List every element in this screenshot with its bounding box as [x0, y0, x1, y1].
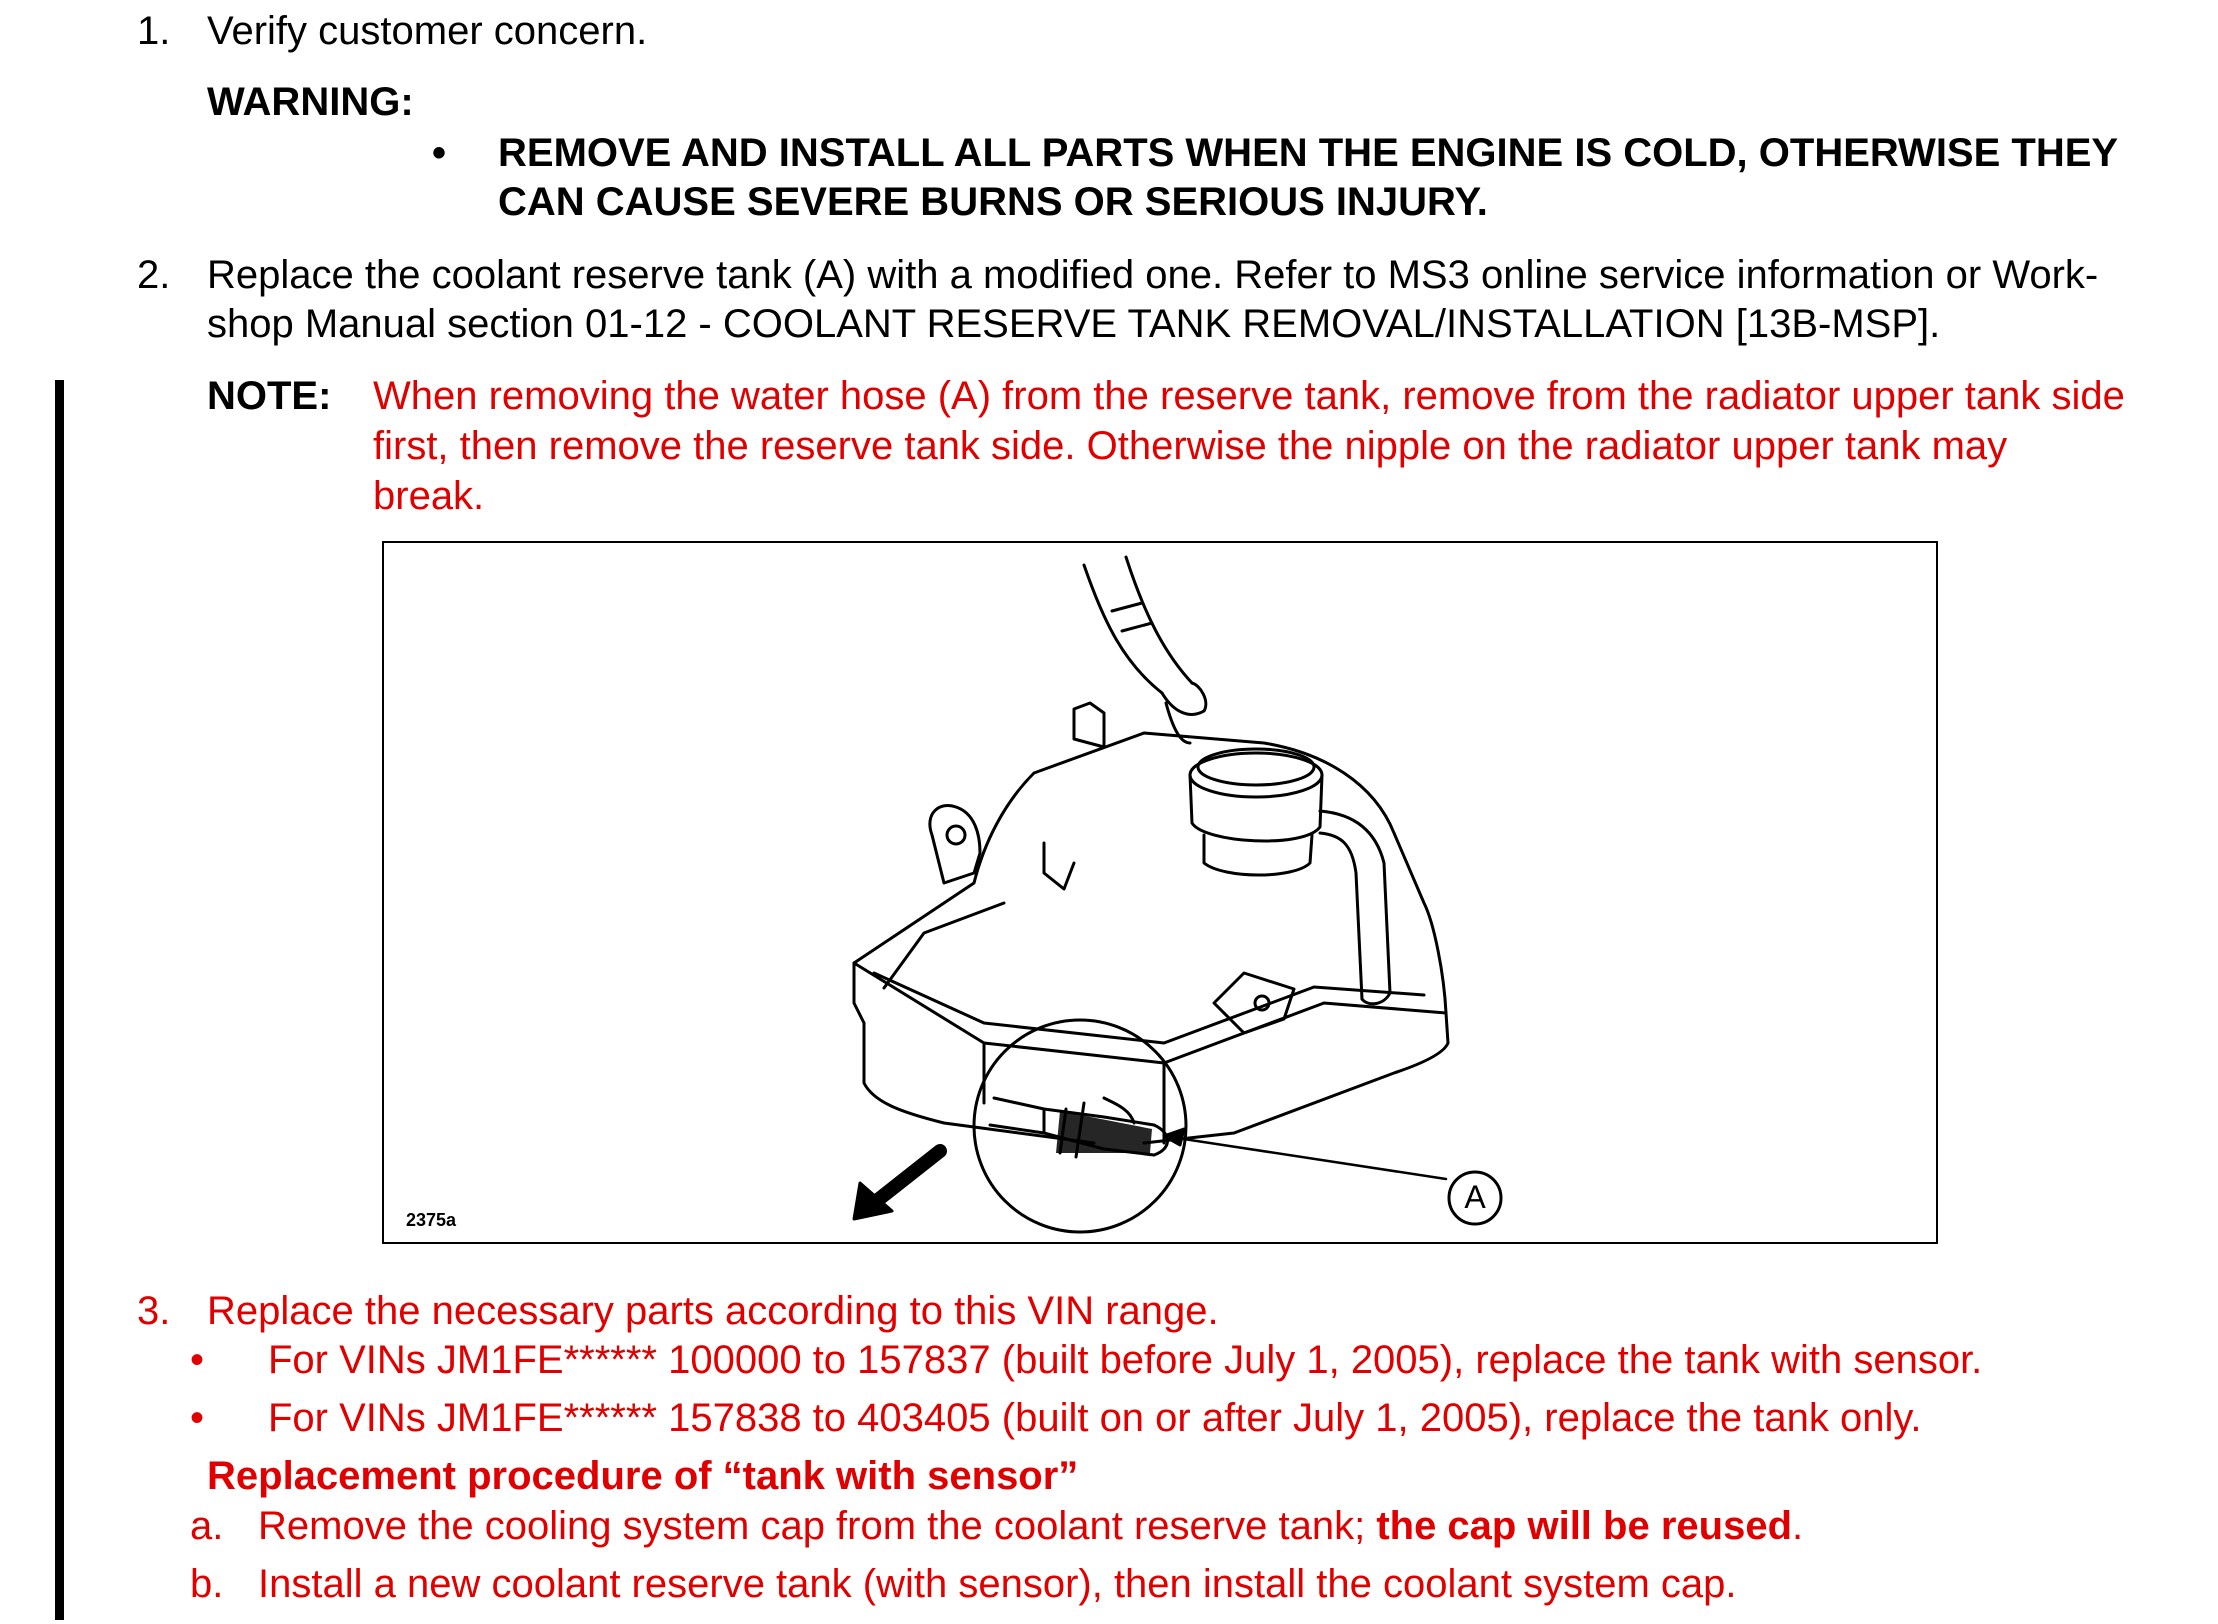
revision-change-bar	[55, 380, 64, 1620]
substep-a-letter: a.	[190, 1504, 224, 1548]
substep-a-emphasis: the cap will be reused	[1376, 1504, 1792, 1548]
vin-bullet-1-text: For VINs JM1FE****** 100000 to 157837 (built before July 1, 2005), replace the tank with sensor.	[268, 1338, 1983, 1382]
warning-line-1: REMOVE AND INSTALL ALL PARTS WHEN THE ENGINE IS COLD, OTHERWISE THEY	[498, 131, 2119, 175]
step-1-number: 1.	[137, 9, 171, 53]
coolant-reserve-tank-illustration	[382, 541, 1938, 1244]
procedure-title: Replacement procedure of “tank with sensor”	[207, 1454, 1079, 1498]
note-line-2: first, then remove the reserve tank side. Otherwise the nipple on the radiator upper tank may	[373, 424, 2008, 468]
warning-line-2: CAN CAUSE SEVERE BURNS OR SERIOUS INJURY.	[498, 180, 1488, 224]
warning-label: WARNING:	[207, 80, 414, 124]
note-line-1: When removing the water hose (A) from the reserve tank, remove from the radiator upper tank side	[373, 374, 2125, 418]
substep-b-letter: b.	[190, 1562, 224, 1606]
substep-a-body: Remove the cooling system cap from the coolant reserve tank;	[258, 1504, 1377, 1548]
vin-bullet-2-symbol: •	[190, 1396, 205, 1440]
step-1-text: Verify customer concern.	[207, 9, 648, 53]
step-2-line-1: Replace the coolant reserve tank (A) with a modified one. Refer to MS3 online service information or Work-	[207, 253, 2099, 297]
note-label: NOTE:	[207, 374, 332, 418]
step-2-number: 2.	[137, 253, 171, 297]
vin-bullet-1-symbol: •	[190, 1338, 205, 1382]
vin-bullet-2-text: For VINs JM1FE****** 157838 to 403405 (built on or after July 1, 2005), replace the tank only.	[268, 1396, 1922, 1440]
step-3-number: 3.	[137, 1289, 171, 1333]
step-3-text: Replace the necessary parts according to this VIN range.	[207, 1289, 1219, 1333]
tank-line-drawing	[384, 543, 1936, 1242]
step-2-line-2: shop Manual section 01-12 - COOLANT RESERVE TANK REMOVAL/INSTALLATION [13B-MSP].	[207, 302, 1941, 346]
substep-a-suffix: .	[1792, 1504, 1804, 1548]
figure-code: 2375a	[406, 1210, 457, 1230]
callout-label-a: A	[1464, 1179, 1486, 1215]
note-line-3: break.	[373, 474, 485, 518]
substep-a-text	[258, 1501, 1803, 1551]
warning-bullet: •	[432, 131, 447, 175]
substep-b-text: Install a new coolant reserve tank (with sensor), then install the coolant system cap.	[258, 1562, 1737, 1606]
